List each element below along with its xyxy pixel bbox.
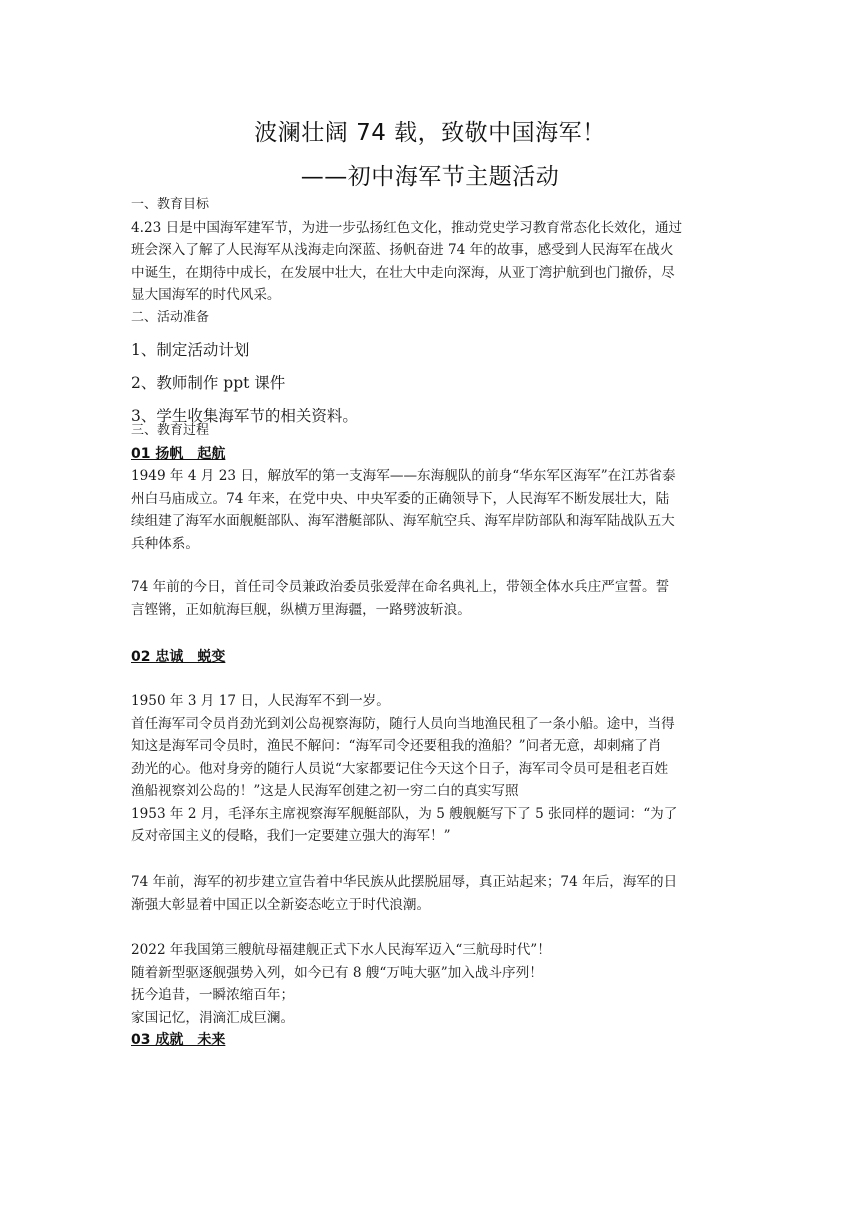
paragraph-line: 班会深入了解了人民海军从浅海走向深蓝、扬帆奋进 74 年的故事，感受到人民海军在战火 [131,242,674,258]
paragraph-line: 抚今追昔，一瞬浓缩百年； [131,987,295,1003]
paragraph-line: 1950 年 3 月 17 日，人民海军不到一岁。 [131,693,390,709]
paragraph-line: 反对帝国主义的侵略，我们一定要建立强大的海军！” [131,828,451,844]
paragraph-line: 劲光的心。他对身旁的随行人员说“大家都要记住今天这个日子，海军司令员可是租老百姓 [131,760,669,777]
preparation-list [131,334,731,433]
paragraph-line: 续组建了海军水面舰艇部队、海军潜艇部队、海军航空兵、海军岸防部队和海军陆战队五大 [131,513,675,529]
part2-heading: 02 忠诚 蜕变 [131,649,226,665]
paragraph-line: 知这是海军司令员时，渔民不解问：“海军司令还要租我的渔船？”问者无意，却刺痛了肖 [131,738,662,754]
part1-paragraph-2 [131,576,731,621]
section-education-process [131,420,731,555]
paragraph-line: 渐强大彰显着中国正以全新姿态屹立于时代浪潮。 [131,896,431,913]
document-title: 波澜壮阔 74 载，致敬中国海军！ [254,120,606,146]
part2-paragraph-4 [131,871,731,916]
document-subtitle: ——初中海军节主题活动 [300,164,560,190]
prep-item-ppt: 2、教师制作 ppt 课件 [131,374,286,392]
section-education-goals [131,194,731,329]
paragraph-line: 4.23 日是中国海军建军节，为进一步弘扬红色文化，推动党史学习教育常态化长效化，通过 [131,219,683,236]
paragraph-line: 1949 年 4 月 23 日，解放军的第一支海军——东海舰队的前身“华东军区海军”在江苏省泰 [131,468,676,484]
paragraph-line: 兵种体系。 [131,535,199,552]
paragraph-line: 言铿锵，正如航海巨舰，纵横万里海疆，一路劈波斩浪。 [131,601,471,618]
paragraph-line: 随着新型驱逐舰强势入列，如今已有 8 艘“万吨大驱”加入战斗序列！ [131,964,543,981]
paragraph-line: 2022 年我国第三艘航母福建舰正式下水人民海军迈入“三航母时代”！ [131,942,551,958]
paragraph-line: 渔船视察刘公岛的！”这是人民海军创建之初一穷二白的真实写照 [131,783,519,799]
prep-item-plan: 1、制定活动计划 [131,341,250,359]
paragraph-line: 显大国海军的时代风采。 [131,287,281,303]
prep-item-materials: 3、学生收集海军节的相关资料。 [131,407,358,425]
paragraph-line: 74 年前的今日，首任司令员兼政治委员张爱萍在命名典礼上，带领全体水兵庄严宣誓。誓 [131,579,670,595]
paragraph-line: 74 年前，海军的初步建立宣告着中华民族从此摆脱屈辱，真正站起来；74 年后，海军的日 [131,874,678,890]
section-heading-preparation: 二、活动准备 [131,309,210,325]
part1-heading: 01 扬帆 起航 [131,445,226,462]
part2-body [131,690,731,848]
paragraph-line: 中诞生，在期待中成长，在发展中壮大，在壮大中走向深海，从亚丁湾护航到也门撤侨，尽 [131,264,675,281]
section-heading-process: 三、教育过程 [131,423,210,438]
paragraph-line: 1953 年 2 月，毛泽东主席视察海军舰艇部队，为 5 艘舰艇写下了 5 张同样的题词：“为了 [131,805,678,822]
paragraph-line: 首任海军司令员肖劲光到刘公岛视察海防，随行人员向当地渔民租了一条小船。途中，当得 [131,715,675,732]
part2-closing [131,939,731,1052]
section-heading-goals: 一、教育目标 [131,197,210,212]
part2-heading-block [131,646,731,669]
part3-heading: 03 成就 未来 [131,1032,226,1048]
paragraph-line: 州白马庙成立。74 年来，在党中央、中央军委的正确领导下，人民海军不断发展壮大，陆 [131,490,670,507]
paragraph-line: 家国记忆，涓滴汇成巨澜。 [131,1009,295,1026]
